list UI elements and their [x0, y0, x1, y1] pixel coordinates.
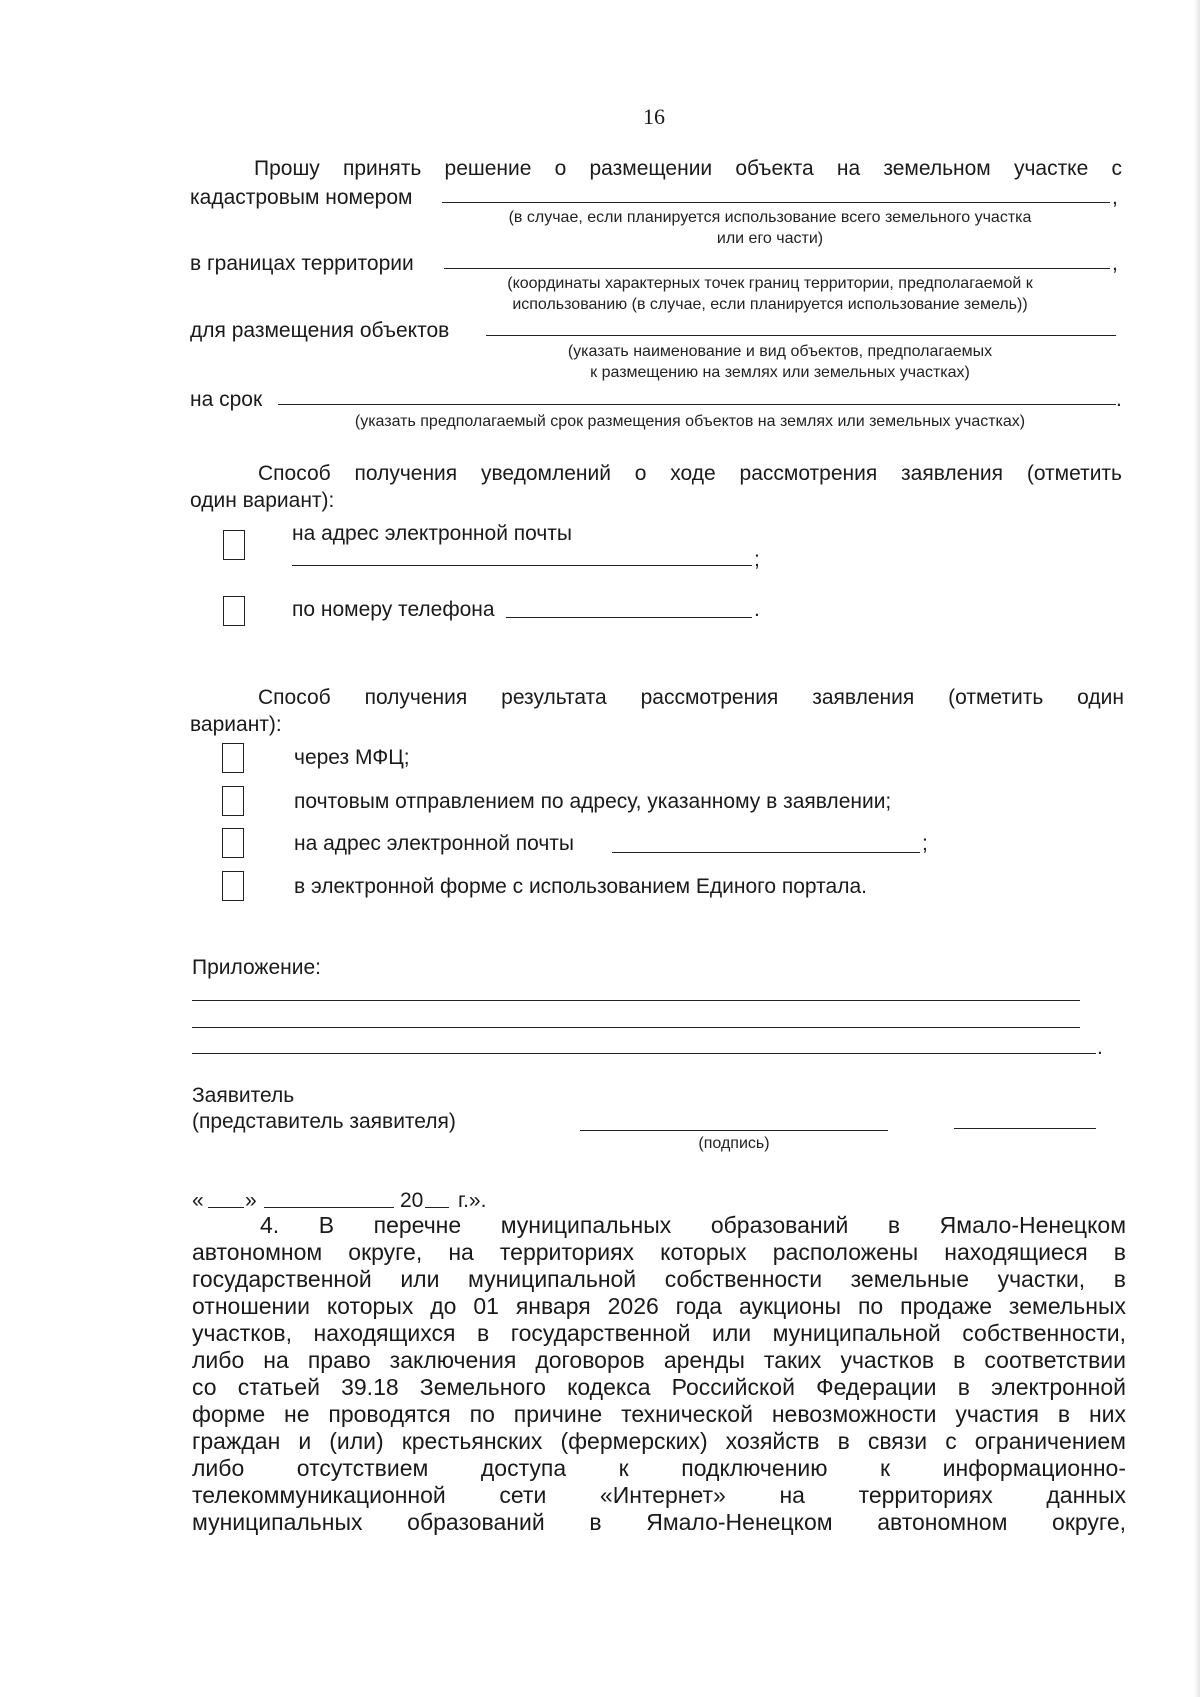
date-day-field[interactable]	[208, 1207, 244, 1208]
date-year-field[interactable]	[425, 1207, 449, 1208]
paragraph-4-line: телекоммуникационной сети «Интернет» на территориях данных	[192, 1482, 1126, 1508]
objects-label: для размещения объектов	[190, 319, 450, 342]
paragraph-4-line: граждан и (или) крестьянских (фермерских) хозяйств в связи с ограничением	[192, 1428, 1126, 1454]
result-option-mfc: через МФЦ;	[294, 746, 410, 769]
paragraph-4-line: со статьей 39.18 Земельного кодекса Российской Федерации в электронной	[192, 1374, 1126, 1400]
territory-comma: ,	[1112, 252, 1118, 275]
scan-edge-shadow	[1194, 0, 1200, 1697]
paragraph-4-line: либо на право заключения договоров аренды таких участков в соответствии	[192, 1347, 1126, 1373]
date-year-prefix: 20	[400, 1189, 424, 1212]
paragraph-4-line: либо отсутствием доступа к подключению к информационно-	[192, 1455, 1126, 1481]
notify-email-label: на адрес электронной почты	[292, 522, 573, 545]
paragraph-4	[192, 1212, 1126, 1536]
paragraph-4-line: отношении которых до 01 января 2026 года аукционы по продаже земельных	[192, 1293, 1126, 1319]
territory-hint-2: использованию (в случае, если планируется использование земель))	[512, 296, 1028, 313]
result-email-field[interactable]	[612, 852, 920, 853]
date-close-quote: »	[245, 1189, 257, 1212]
signature-hint: (подпись)	[698, 1135, 770, 1152]
cadastral-label: кадастровым номером	[190, 186, 413, 209]
territory-label: в границах территории	[190, 252, 414, 275]
objects-hint-1: (указать наименование и вид объектов, предполагаемых	[567, 343, 993, 360]
signature-field[interactable]	[580, 1130, 888, 1131]
term-field[interactable]	[278, 404, 1116, 405]
term-period: .	[1116, 388, 1122, 411]
notifications-title-line-1: Способ получения уведомлений о ходе рассмотрения заявления (отметить	[258, 462, 1122, 485]
name-field[interactable]	[954, 1128, 1096, 1129]
result-email-semicolon: ;	[922, 832, 928, 855]
result-option-post: почтовым отправлением по адресу, указанному в заявлении;	[294, 790, 892, 813]
notify-phone-checkbox[interactable]	[223, 596, 245, 626]
territory-hint-1: (координаты характерных точек границ территории, предполагаемой к	[507, 275, 1033, 292]
attachment-line-1[interactable]	[192, 1000, 1080, 1001]
cadastral-hint-2: или его части)	[716, 230, 824, 247]
attachment-line-3[interactable]	[192, 1053, 1096, 1054]
result-mfc-checkbox[interactable]	[222, 743, 244, 773]
objects-hint-2: к размещению на землях или земельных участках)	[590, 364, 970, 381]
paragraph-4-line: государственной или муниципальной собственности земельные участки, в	[192, 1266, 1126, 1292]
applicant-label: Заявитель	[192, 1084, 295, 1107]
date-open-quote: «	[192, 1189, 204, 1212]
notify-email-checkbox[interactable]	[223, 530, 245, 560]
notify-phone-field[interactable]	[506, 617, 752, 618]
result-email-checkbox[interactable]	[222, 828, 244, 858]
notify-phone-label: по номеру телефона	[292, 598, 495, 621]
paragraph-4-line: муниципальных образований в Ямало-Ненецком автономном округе,	[192, 1509, 1126, 1535]
paragraph-4-line: автономном округе, на территориях которых расположены находящиеся в	[192, 1239, 1126, 1265]
request-line-1: Прошу принять решение о размещении объекта на земельном участке с	[254, 157, 1122, 180]
page-number: 16	[643, 104, 665, 129]
notify-email-semicolon: ;	[754, 548, 760, 571]
result-option-portal: в электронной форме с использованием Единого портала.	[294, 875, 867, 898]
notify-email-field[interactable]	[292, 565, 752, 566]
attachment-label: Приложение:	[192, 956, 322, 979]
date-year-suffix: г.».	[458, 1189, 487, 1212]
attachment-period: .	[1097, 1036, 1103, 1059]
result-title-line-2: вариант):	[190, 713, 282, 736]
result-title-line-1: Способ получения результата рассмотрения заявления (отметить один	[258, 686, 1124, 709]
cadastral-hint-1: (в случае, если планируется использование всего земельного участка	[508, 209, 1032, 226]
term-hint: (указать предполагаемый срок размещения объектов на землях или земельных участках)	[354, 413, 1026, 430]
objects-field[interactable]	[486, 335, 1116, 336]
paragraph-4-line: 4. В перечне муниципальных образований в Ямало-Ненецком	[260, 1212, 1126, 1238]
result-post-checkbox[interactable]	[222, 786, 244, 816]
date-month-field[interactable]	[264, 1207, 394, 1208]
result-option-email: на адрес электронной почты	[294, 832, 575, 855]
territory-field[interactable]	[444, 268, 1110, 269]
term-label: на срок	[190, 388, 263, 411]
notify-phone-period: .	[754, 598, 760, 621]
paragraph-4-line: форме не проводятся по причине технической невозможности участия в них	[192, 1401, 1126, 1427]
notifications-title-line-2: один вариант):	[190, 489, 335, 512]
applicant-representative-label: (представитель заявителя)	[192, 1110, 456, 1133]
cadastral-comma: ,	[1112, 186, 1118, 209]
paragraph-4-line: участков, находящихся в государственной или муниципальной собственности,	[192, 1320, 1126, 1346]
result-portal-checkbox[interactable]	[222, 871, 244, 901]
attachment-line-2[interactable]	[192, 1027, 1080, 1028]
cadastral-number-field[interactable]	[442, 202, 1110, 203]
